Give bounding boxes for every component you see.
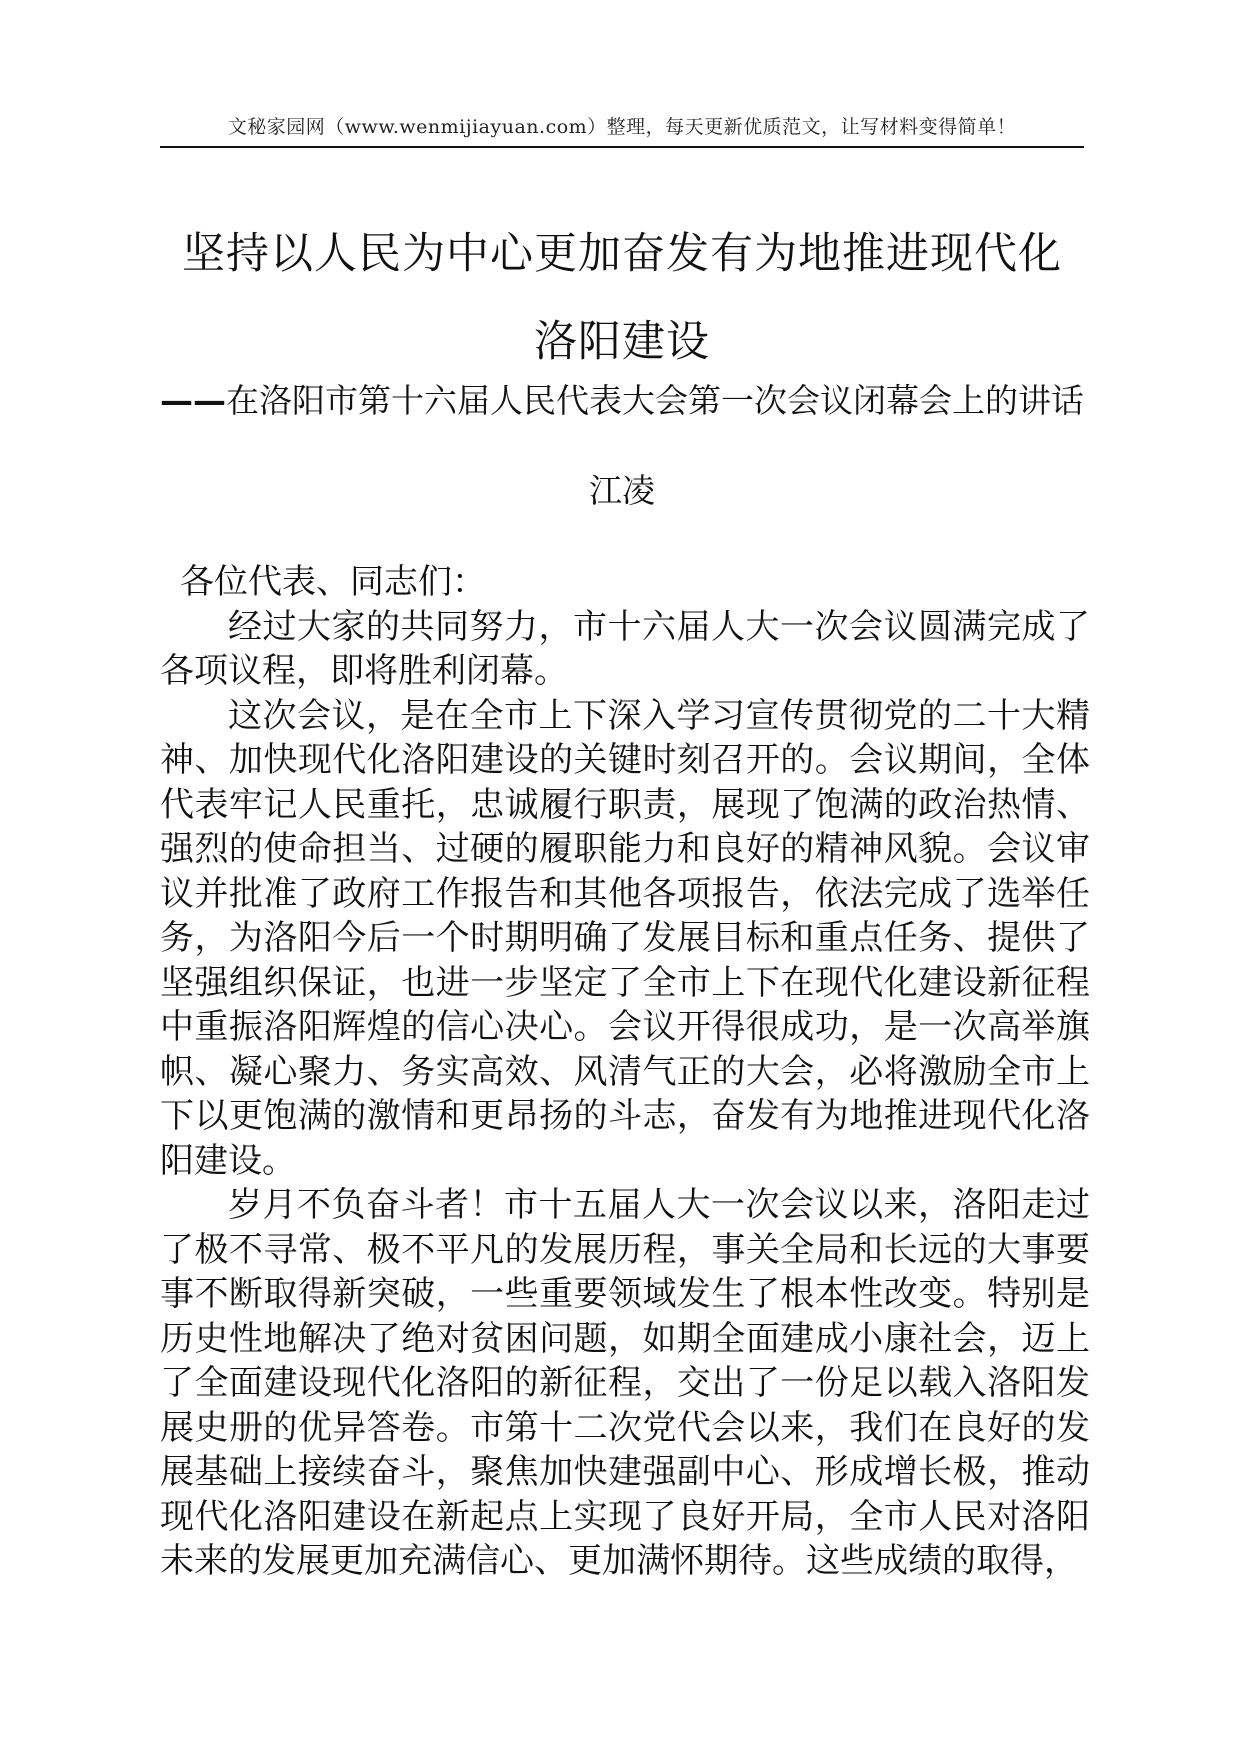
paragraph-2: 这次会议，是在全市上下深入学习宣传贯彻党的二十大精神、加快现代化洛阳建设的关键时刻召开的。会议期间，全体代表牢记人民重托，忠诚履行职责，展现了饱满的政治热情、强烈的使命担当、过硬的履职能力和良好的精神风貌。会议审议并批准了政府工作报告和其他各项报告，依法完成了选举任务，为洛阳今后一个时期明确了发展目标和重点任务、提供了坚强组织保证，也进一步坚定了全市上下在现代化建设新征程中重振洛阳辉煌的信心决心。会议开得很成功，是一次高举旗帜、凝心聚力、务实高效、风清气正的大会，必将激励全市上下以更饱满的激情和更昂扬的斗志，奋发有为地推进现代化洛阳建设。: [160, 695, 1090, 1181]
paragraph-3: 岁月不负奋斗者！市十五届人大一次会议以来，洛阳走过了极不寻常、极不平凡的发展历程，事关全局和长远的大事要事不断取得新突破，一些重要领域发生了根本性改变。特别是历史性地解决了绝对贫困问题，如期全面建成小康社会，迈上了全面建设现代化洛阳的新征程，交出了一份足以载入洛阳发展史册的优异答卷。市第十二次党代会以来，我们在良好的发展基础上接续奋斗，聚焦加快建强副中心、形成增长极，推动现代化洛阳建设在新起点上实现了良好开局，全市人民对洛阳未来的发展更加充满信心、更加满怀期待。这些成绩的取得，: [160, 1185, 1090, 1581]
title-line-1: 坚持以人民为中心更加奋发有为地推进现代化: [182, 229, 1062, 279]
salutation: 各位代表、同志们：: [180, 562, 486, 602]
header-divider: [160, 146, 1084, 148]
document-subtitle: [160, 378, 1084, 424]
subtitle-text: 在洛阳市第十六届人民代表大会第一次会议闭幕会上的讲话: [226, 381, 1084, 420]
title-line-2: 洛阳建设: [534, 317, 710, 367]
document-title: [160, 210, 1084, 386]
document-body: [160, 560, 1090, 1584]
paragraph-1: 经过大家的共同努力，市十六届人大一次会议圆满完成了各项议程，即将胜利闭幕。: [160, 606, 1090, 691]
page-header: 文秘家园网（www.wenmijiayuan.com）整理，每天更新优质范文，让写材料变得简单！: [227, 116, 1017, 138]
subtitle-dash: ——: [160, 381, 226, 420]
author-name: 江凌: [589, 471, 655, 510]
